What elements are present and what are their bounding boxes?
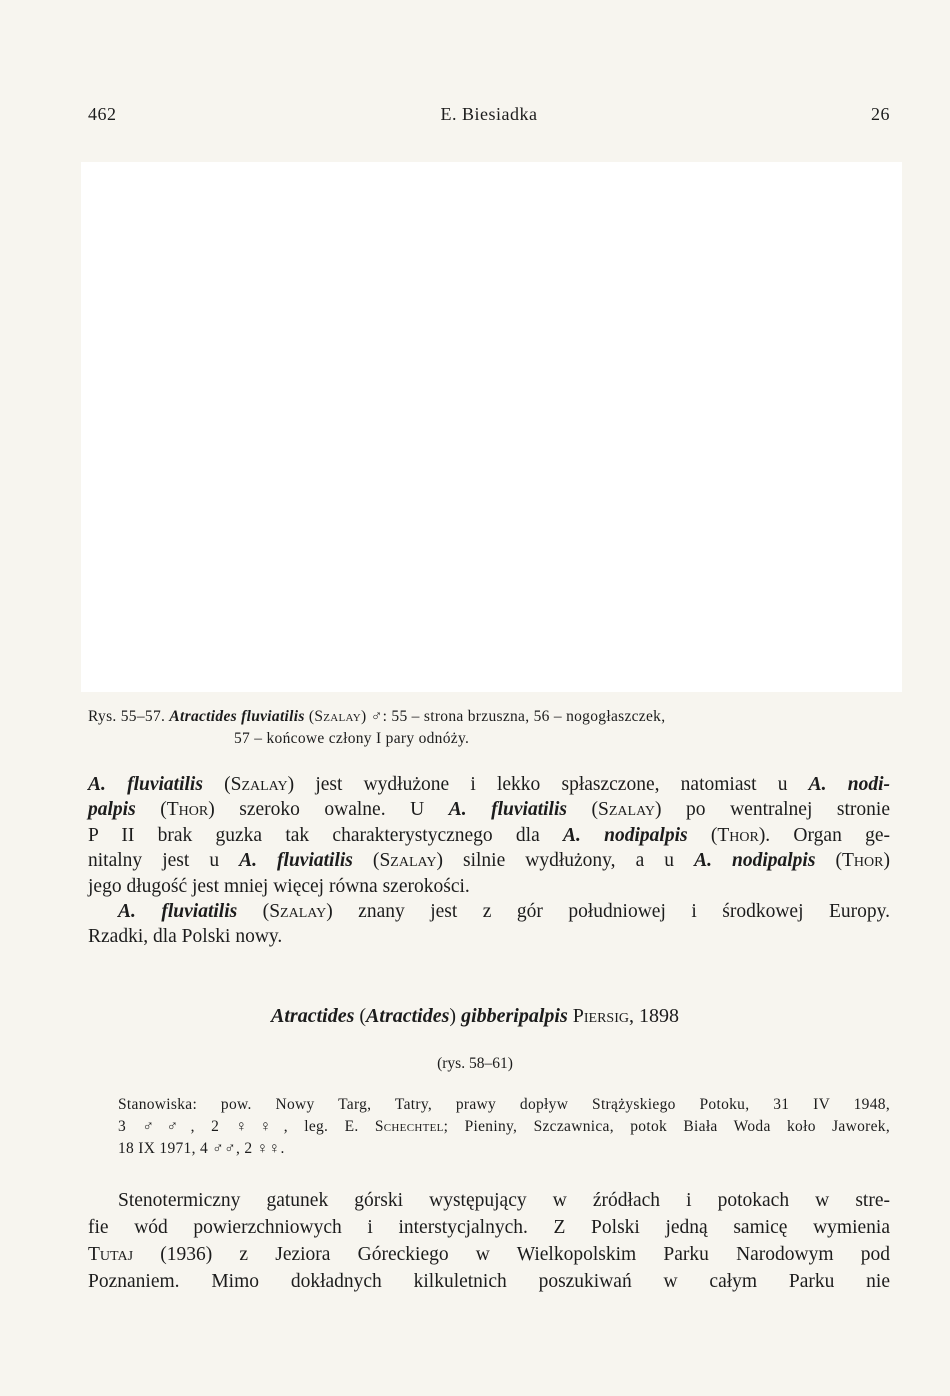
station-list [118,1094,890,1160]
text: ( [354,1005,367,1027]
text: P II brak guzka tak charakterystycznego dla [88,824,563,846]
authority: Thor [166,799,209,821]
para2-line-1: Stenotermiczny gatunek górski występujący w źródłach i potokach w stre- [118,1190,890,1211]
caption-prefix: Rys. 55–57. [88,708,166,725]
genus-name: Atractides [271,1005,355,1027]
paragraph-ecology [88,1187,890,1295]
text: ( [352,850,380,872]
para1-line-4 [88,848,890,873]
text: ( [237,901,270,923]
text: ( [567,799,599,821]
authority: Szalay [230,774,288,795]
subgenus-name: Atractides [366,1005,450,1027]
text: ; Pieniny, Szczawnica, potok Biała Woda koło Jaworek, [443,1118,891,1135]
collector-name: Schechtel [374,1118,444,1135]
species-name: A. fluviatilis [88,774,203,795]
station-line-3: 18 IX 1971, 4 ♂♂, 2 ♀♀. [118,1140,285,1157]
species-name: A. fluviatilis [239,850,353,872]
text: ) jest wydłużone i lekko spłaszczone, natomiast u [287,774,809,795]
authority: Szalay [598,799,656,821]
species-epithet: gibberipalpis [461,1005,568,1027]
text: ). Organ ge- [758,824,890,846]
species-name: A. nodi- [808,774,890,795]
text: ) znany jest z gór południowej i środkowej Europy. [326,901,890,923]
volume-number: 26 [871,104,890,124]
text: ( [135,799,167,821]
authority: Piersig [572,1005,629,1027]
text: ( [687,824,718,846]
para1-line-5: jego długość jest mniej więcej równa szerokości. [88,875,470,897]
caption-text-1: ♂: 55 – strona brzuszna, 56 – nogogłaszczek, [366,708,666,725]
para1-line-3 [88,823,890,848]
caption-species: Atractides fluviatilis [169,708,305,725]
text: ( [202,774,231,795]
caption-authority: Szalay [314,708,362,725]
text: ) [449,1005,462,1027]
species-name: A. fluviatilis [448,799,567,821]
caption-text-2: 57 – końcowe człony I pary odnóży. [234,730,470,747]
station-line-1: Stanowiska: pow. Nowy Targ, Tatry, prawy dopływ Strążyskiego Potoku, 31 IV 1948, [118,1096,890,1113]
authority: Szalay [379,850,437,872]
text: (1936) z Jeziora Góreckiego w Wielkopolskim Parku Narodowym pod [133,1244,890,1265]
text: ) szeroko owalne. U [208,799,449,821]
authority: Thor [842,850,884,872]
year: , 1898 [628,1005,679,1027]
page-number: 462 [88,104,117,124]
text: nitalny jest u [88,850,240,872]
species-name: palpis [88,799,136,821]
text: 3 ♂♂, 2 ♀♀, leg. E. [118,1118,375,1135]
section-title [0,1005,950,1028]
text: ) silnie wydłużony, a u [436,850,695,872]
para2-line-2: fie wód powierzchniowych i interstycjalnych. Z Polski jedną samicę wymienia [88,1217,890,1238]
figure-caption: Rys. 55–57. Atractides fluviatilis (Szalay) ♂: 55 – strona brzuszna, 56 – nogogłaszczek, 57 – końcowe człony I pary odnóży. [88,706,890,750]
species-name: A. nodipalpis [694,850,816,872]
station-line-2 [118,1116,890,1138]
para2-line-3 [88,1241,890,1268]
species-name: A. nodipalpis [563,824,688,846]
figure-area [81,162,902,692]
authority: Thor [717,824,759,846]
figure-reference: (rys. 58–61) [437,1055,513,1072]
para2-line-4: Poznaniem. Mimo dokładnych kilkuletnich poszukiwań w całym Parku nie [88,1271,890,1292]
running-header [88,104,890,132]
para1-line-6 [88,899,890,924]
paragraph-comparison [88,772,890,950]
para1-line-7: Rzadki, dla Polski nowy. [88,926,283,948]
cited-author: Tutaj [88,1244,134,1265]
para1-line-2 [88,797,890,822]
running-author: E. Biesiadka [440,104,538,124]
text: ( [815,850,842,872]
text: ) po wentralnej stronie [655,799,890,821]
text: ) [883,850,890,872]
para1-line-1 [88,772,890,797]
species-name: A. fluviatilis [118,901,238,923]
authority: Szalay [269,901,327,923]
